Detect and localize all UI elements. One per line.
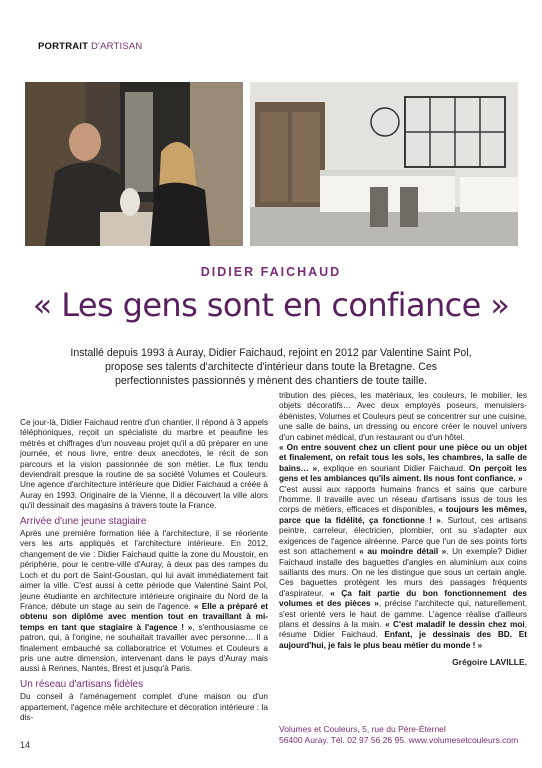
portrait-photo	[25, 82, 243, 246]
headline: « Les gens sont en confiance »	[32, 286, 510, 324]
subject-name: DIDIER FAICHAUD	[200, 265, 342, 279]
subheading: Arrivée d'une jeune stagiaire	[20, 515, 147, 527]
paragraph: tribution des pièces, les matériaux, les couleurs, le mobilier, les objets décoratifs… Avec deux employés poseurs, menuisiers-ébénistes, Volumes et Couleurs peut se concentrer sur une cuisine, une salle de bains, un dressing ou encore créer le nouvel univers d'un cabinet médical, d'un restaurant ou d'un hôtel.	[279, 391, 527, 442]
section-label	[38, 41, 142, 52]
author-signature: Grégoire LAVILLE.	[452, 657, 527, 668]
paragraph: Ce jour-là, Didier Faichaud rentre d'un chantier, il répond à 3 appels téléphoniques, reçoit un spécialiste du marbre et peaufine les métrés et chiffrages d'un nouveau projet qu'il a dû préparer en une journée, et nous livre, entre deux anecdotes, le récit de son parcours et la vision passionnée de son métier. Le flux tendu deviendrait presque la routine de sa société Volumes et Couleurs. Une agence d'architecture intérieure que Didier Faichaud a créée à Auray en 1993. Originaire de la Vienne, il a découvert la ville alors qu'il dessinait des magasins à travers toute la France.	[20, 418, 268, 511]
paragraph: C'est aussi aux rapports humains francs et sains que carbure l'homme. Il travaille avec un réseau d'artisans issus de tous les corps de métiers, efficaces et disponibles, « toujours les mêmes, parce que la fidélité, ça fonctionne ! ». Surtout, ces artisans peintre, carreleur, électricien, plombier, ont su s'adapter aux exigences de l'agence alréenne. Parce que l'un de ses points forts est son attachement « au moindre détail ». Un exemple? Didier Faichaud installe des baguettes d'angles en aluminium aux coins saillants des murs. On ne les distingue que sous un certain angle. Ces baguettes protègent les murs des passages fréquents d'aspirateur. « Ça fait partie du bon fonctionnement des volumes et des pièces », précise l'architecte qui, naturellement, s'est orienté vers le haut de gamme. L'agence réalise d'ailleurs plans et dessins à la main. « C'est maladif le dessin chez moi, résume Didier Faichaud. Enfant, je dessinais des BD. Et aujourd'hui, je fais le plus beau métier du monde ! »	[279, 484, 527, 650]
contact-address	[279, 724, 529, 746]
kitchen-photo	[250, 82, 518, 246]
column-right	[279, 391, 527, 668]
section-kicker-rest: D'ARTISAN	[88, 41, 143, 52]
address-line: 56400 Auray. Tél. 02 97 56 26 95. www.volumesetcouleurs.com	[279, 735, 519, 745]
section-kicker: PORTRAIT	[38, 41, 89, 52]
lead-paragraph: Installé depuis 1993 à Auray, Didier Faichaud, rejoint en 2012 par Valentine Saint Pol, propose ses talents d'architecte d'intérieur dans toute la Bretagne. Ces perfectionnistes passionnés y mènent des chantiers de toute taille.	[70, 347, 472, 387]
address-line: Volumes et Couleurs, 5, rue du Père-Éternel	[279, 724, 446, 734]
subheading: Un réseau d'artisans fidèles	[20, 678, 144, 690]
paragraph: Après une première formation liée à l'architecture, il se réoriente vers les arts appliqués et l'architecture intérieure. En 2012, changement de vie : Didier Faichaud quitte la zone du Moustoir, en périphérie, pour le centre-ville d'Auray, à deux pas des rampes du Loch et du port de Saint-Goustan, qui lui avait immédiatement fait aimer la ville. C'est aussi à cette période que Valentine Saint Pol, jeune étudiante en architecture intérieure originaire du Nord de la France, débute un stage au sein de l'agence. « Elle a préparé et obtenu son diplôme avec mention tout en travaillant à mi-temps en tant que stagiaire à l'agence ! », s'enthousiasme ce patron, qui, à l'origine, ne souhaitait travailler avec personne… Il a finalement embauché sa collaboratrice et Volumes et Couleurs a pris une autre dimension, intervenant dans le pays d'Auray mais aussi à Rennes, Nantes, Brest et jusqu'à Paris.	[20, 529, 268, 674]
column-left	[20, 418, 268, 723]
paragraph: « On entre souvent chez un client pour une pièce ou un objet et finalement, on refait tous les sols, les chambres, la salle de bains… », explique en souriant Didier Faichaud. On perçoit les gens et les ambiances qu'ils aiment. Ils nous font confiance. »	[279, 443, 527, 484]
paragraph: Du conseil à l'aménagement complet d'une maison ou d'un appartement, l'agence mêle architecture et décoration intérieure : la dis-	[20, 692, 268, 722]
page-number: 14	[20, 740, 31, 750]
